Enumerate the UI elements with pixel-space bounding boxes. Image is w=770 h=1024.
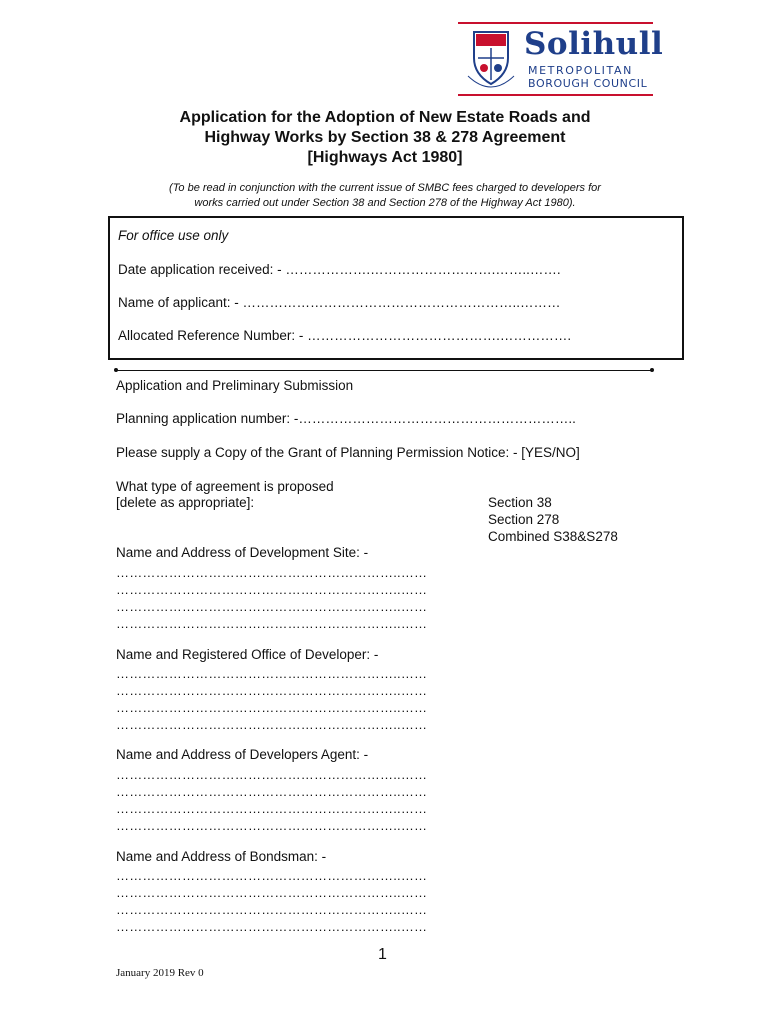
note-line-1: (To be read in conjunction with the current issue of SMBC fees charged to developers for — [169, 182, 601, 194]
note-line-2: works carried out under Section 38 and Section 278 of the Highway Act 1980). — [194, 197, 576, 209]
planning-number-field[interactable]: Planning application number: -…………………………………………………….. — [116, 411, 576, 426]
bondsman-line[interactable]: ………………………………………………………..…… — [116, 902, 428, 917]
fees-note — [110, 181, 660, 211]
bondsman-label: Name and Address of Bondsman: - — [116, 849, 327, 864]
logo-wordmark: Solihull — [524, 26, 664, 62]
crest-icon — [462, 28, 520, 92]
title-line-3: [Highways Act 1980] — [307, 149, 463, 166]
developer-line[interactable]: ………………………………………………………..…… — [116, 700, 428, 715]
option-section-38[interactable]: Section 38 — [488, 495, 552, 510]
bondsman-line[interactable]: ………………………………………………………..…… — [116, 868, 428, 883]
developer-line[interactable]: ………………………………………………………..…… — [116, 717, 428, 732]
date-received-field[interactable]: Date application received: - ……………….……………………….……..……. — [118, 262, 561, 277]
agent-label: Name and Address of Developers Agent: - — [116, 747, 369, 762]
office-use-heading: For office use only — [118, 228, 229, 243]
applicant-name-field[interactable]: Name of applicant: - ……………………………………………………..……… — [118, 295, 561, 310]
agreement-instruction: [delete as appropriate]: — [116, 495, 255, 510]
developer-label: Name and Registered Office of Developer: - — [116, 647, 379, 662]
title-line-1: Application for the Adoption of New Estate Roads and — [179, 109, 591, 126]
option-section-278[interactable]: Section 278 — [488, 512, 560, 527]
title-line-2: Highway Works by Section 38 & 278 Agreement — [204, 129, 566, 146]
section-divider — [116, 370, 652, 371]
dev-site-line[interactable]: ………………………………………………………..…… — [116, 565, 428, 580]
dev-site-line[interactable]: ………………………………………………………..…… — [116, 582, 428, 597]
office-use-box — [108, 216, 684, 360]
logo-line-metropolitan: METROPOLITAN — [528, 64, 633, 77]
agent-line[interactable]: ………………………………………………………..…… — [116, 767, 428, 782]
reference-number-field[interactable]: Allocated Reference Number: - …………………………………….……………. — [118, 328, 572, 343]
agent-line[interactable]: ………………………………………………………..…… — [116, 784, 428, 799]
bondsman-line[interactable]: ………………………………………………………..…… — [116, 919, 428, 934]
developer-line[interactable]: ………………………………………………………..…… — [116, 666, 428, 681]
dev-site-line[interactable]: ………………………………………………………..…… — [116, 599, 428, 614]
bondsman-line[interactable]: ………………………………………………………..…… — [116, 885, 428, 900]
council-logo — [458, 22, 664, 96]
logo-top-rule — [458, 22, 653, 24]
page-number: 1 — [378, 946, 387, 963]
option-combined[interactable]: Combined S38&S278 — [488, 529, 618, 544]
dev-site-label: Name and Address of Development Site: - — [116, 545, 369, 560]
agent-line[interactable]: ………………………………………………………..…… — [116, 818, 428, 833]
agent-line[interactable]: ………………………………………………………..…… — [116, 801, 428, 816]
dev-site-line[interactable]: ………………………………………………………..…… — [116, 616, 428, 631]
developer-line[interactable]: ………………………………………………………..…… — [116, 683, 428, 698]
section-heading: Application and Preliminary Submission — [116, 378, 354, 393]
document-title — [100, 108, 670, 168]
logo-line-council: BOROUGH COUNCIL — [528, 77, 648, 90]
agreement-question: What type of agreement is proposed — [116, 479, 334, 494]
grant-copy-question[interactable]: Please supply a Copy of the Grant of Planning Permission Notice: - [YES/NO] — [116, 445, 580, 460]
footer-revision: January 2019 Rev 0 — [116, 967, 204, 979]
logo-bottom-rule — [458, 94, 653, 96]
